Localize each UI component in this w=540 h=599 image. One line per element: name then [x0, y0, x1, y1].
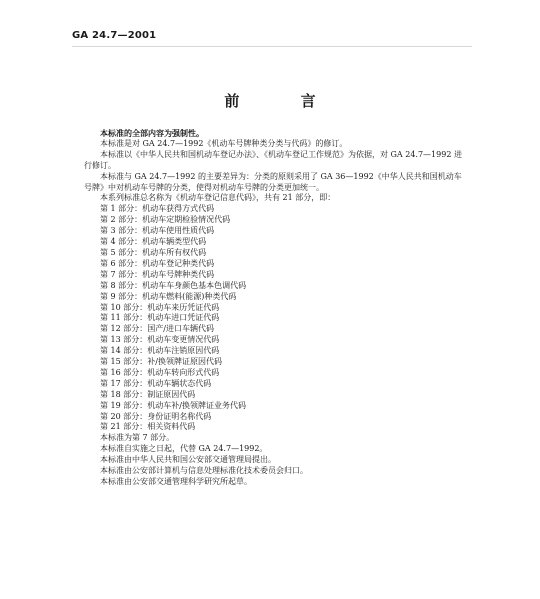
replacement-statement: 本标准自实施之日起，代替 GA 24.7—1992。: [100, 444, 268, 454]
list-item: 第 17 部分：机动车辆状态代码: [100, 378, 212, 388]
list-item: 第 9 部分：机动车燃料(能源)种类代码: [100, 291, 237, 301]
series-statement: 本系列标准总名称为《机动车登记信息代码》，共有 21 部分，即：: [100, 193, 336, 203]
drafter-statement: 本标准由公安部交通管理科学研究所起草。: [100, 477, 252, 486]
list-item: 第 16 部分：机动车转向形式代码: [100, 367, 220, 377]
list-item: 第 7 部分：机动车号牌种类代码: [100, 269, 215, 279]
list-item: 第 12 部分：国产/进口车辆代码: [100, 324, 214, 334]
list-item: 第 11 部分：机动车进口凭证代码: [100, 313, 220, 323]
list-item: 第 2 部分：机动车定期检验情况代码: [100, 215, 231, 225]
list-item: 第 19 部分：机动车补/换领牌证业务代码: [100, 400, 246, 410]
list-item: 第 21 部分：相关资料代码: [100, 422, 196, 432]
part-number-statement: 本标准为第 7 部分。: [100, 433, 175, 443]
parts-list: [84, 204, 464, 433]
revision-statement: 本标准是对 GA 24.7—1992《机动车号牌种类分类与代码》的修订。: [100, 138, 348, 148]
list-item: 第 15 部分：补/换领牌证原因代码: [100, 357, 222, 367]
list-item: 第 8 部分：机动车车身颜色基本色调代码: [100, 280, 247, 290]
document-body: [84, 128, 464, 488]
list-item: 第 5 部分：机动车所有权代码: [100, 247, 207, 257]
list-item: 第 14 部分：机动车注销原因代码: [100, 346, 220, 356]
header-divider: [72, 46, 472, 47]
basis-statement: 本标准以《中华人民共和国机动车登记办法》、《机动车登记工作规范》为依据，对 GA 24.7—1992 进行修订。: [84, 149, 462, 170]
mandatory-statement: 本标准的全部内容为强制性。: [100, 128, 204, 138]
standard-code: GA 24.7—2001: [72, 30, 157, 41]
list-item: 第 4 部分：机动车辆类型代码: [100, 237, 207, 247]
proposer-statement: 本标准由中华人民共和国公安部交通管理局提出。: [100, 455, 276, 465]
list-item: 第 18 部分：制证原因代码: [100, 389, 196, 399]
list-item: 第 6 部分：机动车登记种类代码: [100, 258, 215, 268]
list-item: 第 10 部分：机动车来历凭证代码: [100, 302, 220, 312]
list-item: 第 13 部分：机动车变更情况代码: [100, 335, 220, 345]
list-item: 第 1 部分：机动车获得方式代码: [100, 204, 215, 214]
differences-statement: 本标准与 GA 24.7—1992 的主要差异为：分类的原则采用了 GA 36—1992《中华人民共和国机动车号牌》中对机动车号牌的分类，使得对机动车号牌的分类更加统一。: [84, 171, 462, 192]
committee-statement: 本标准由公安部计算机与信息处理标准化技术委员会归口。: [100, 466, 308, 476]
list-item: 第 20 部分：身份证明名称代码: [100, 411, 212, 421]
page-title: 前 言: [224, 92, 344, 110]
list-item: 第 3 部分：机动车使用性质代码: [100, 226, 215, 236]
